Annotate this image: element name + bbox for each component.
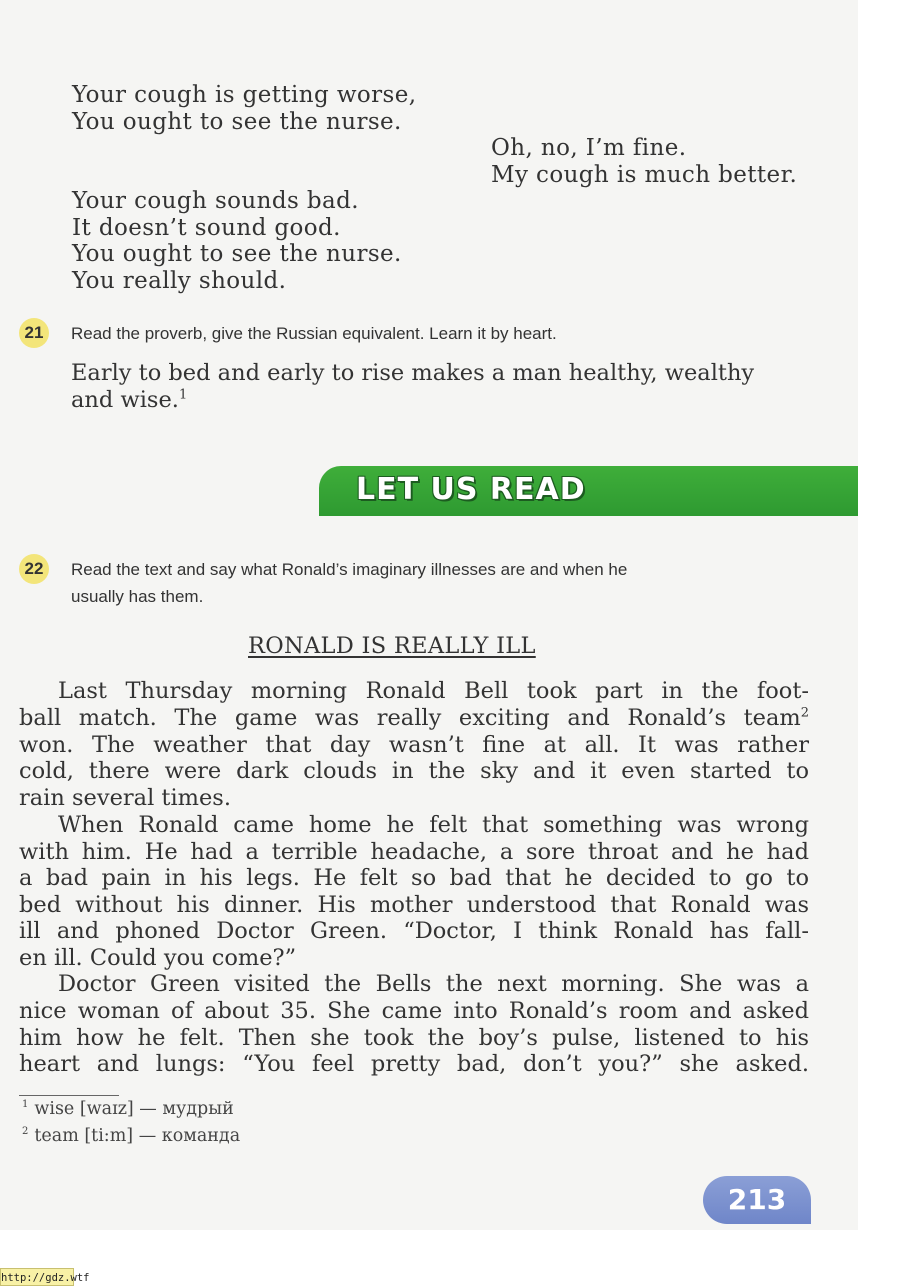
footnote-divider xyxy=(19,1095,119,1096)
text-line: nice woman of about 35. She came into Ronald’s room and asked xyxy=(19,998,809,1024)
proverb-line: Early to bed and early to rise makes a man healthy, wealthy xyxy=(71,360,755,386)
exercise-22-instruction: usually has them. xyxy=(71,587,204,606)
text-line: cold, there were dark clouds in the sky and it even started to xyxy=(19,758,809,784)
text-line: bed without his dinner. His mother understood that Ronald was xyxy=(19,892,809,918)
text-line: won. The weather that day wasn’t fine at all. It was rather xyxy=(19,732,809,758)
poem-line: Your cough sounds bad. xyxy=(72,188,359,214)
poem-line: You ought to see the nurse. xyxy=(72,109,402,135)
poem-line: Your cough is getting worse, xyxy=(72,82,417,108)
footnote-ref: 2 xyxy=(800,705,809,721)
poem-line: Oh, no, I’m fine. xyxy=(491,135,687,161)
footnote: $^1$ wise [waɪz] — мудрый xyxy=(22,1099,234,1119)
text-line: heart and lungs: “You feel pretty bad, don’t you?” she asked. xyxy=(19,1051,809,1077)
watermark-link[interactable]: http://gdz.wtf xyxy=(0,1268,74,1286)
exercise-number-21: 21 xyxy=(19,318,49,348)
text-line: en ill. Could you come?” xyxy=(19,945,297,971)
story-title: RONALD IS REALLY ILL xyxy=(248,633,536,659)
text-line: a bad pain in his legs. He felt so bad that he decided to go to xyxy=(19,865,809,891)
section-banner-title: LET US READ xyxy=(356,472,586,507)
text-line: with him. He had a terrible headache, a sore throat and he had xyxy=(19,839,809,865)
footnote: $^2$ team [ti:m] — команда xyxy=(22,1126,241,1146)
text-line: Doctor Green visited the Bells the next morning. She was a xyxy=(58,971,809,997)
exercise-21-instruction: Read the proverb, give the Russian equivalent. Learn it by heart. xyxy=(71,324,557,343)
proverb-line: and wise.$^1$ xyxy=(71,387,188,413)
footnote-ref: 1 xyxy=(178,387,188,403)
text-line: ill and phoned Doctor Green. “Doctor, I think Ronald has fall- xyxy=(19,918,809,944)
text-line: Last Thursday morning Ronald Bell took part in the foot- xyxy=(58,678,809,704)
text-line: rain several times. xyxy=(19,785,232,811)
poem-line: You really should. xyxy=(72,268,287,294)
page-number: 213 xyxy=(727,1183,787,1216)
exercise-22-instruction: Read the text and say what Ronald’s imaginary illnesses are and when he xyxy=(71,560,628,579)
text-line: ball match. The game was really exciting and Ronald’s team$^2$ xyxy=(19,705,809,731)
exercise-number-22: 22 xyxy=(19,554,49,584)
poem-line: It doesn’t sound good. xyxy=(72,215,341,241)
text-line: him how he felt. Then she took the boy’s pulse, listened to his xyxy=(19,1025,809,1051)
text-line: When Ronald came home he felt that something was wrong xyxy=(58,812,809,838)
poem-line: You ought to see the nurse. xyxy=(72,241,402,267)
poem-line: My cough is much better. xyxy=(491,162,798,188)
